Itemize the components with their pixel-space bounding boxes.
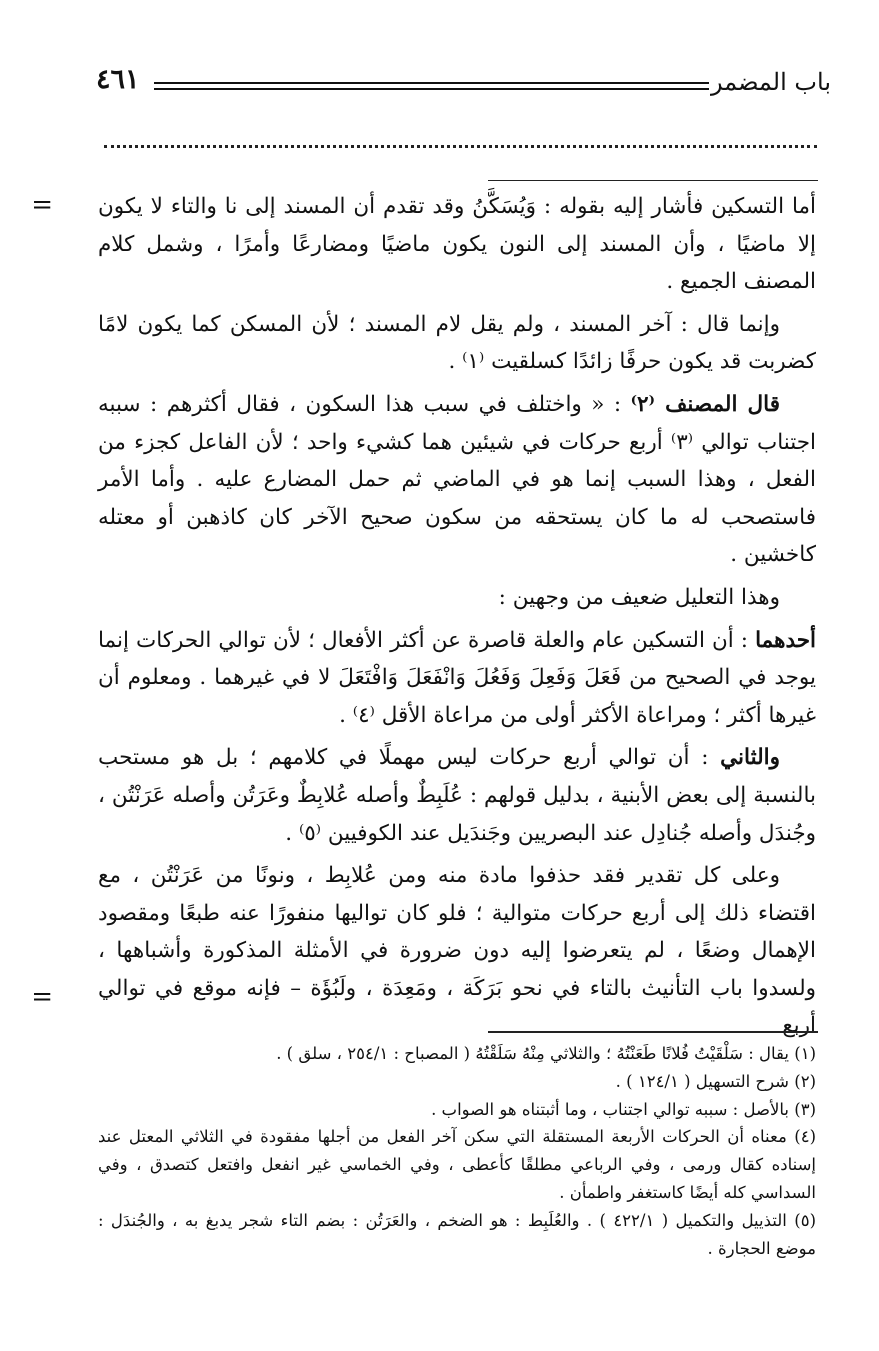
footnote: (٢) شرح التسهيل ( ١٢٤/١ ) . [615, 1071, 816, 1091]
footnote: (٥) التذييل والتكميل ( ٤٢٢/١ ) . والعُلَبِط : هو الضخم ، والعَرَتُن : بضم التاء شجر يدبغ به ، والجُندَل : موضع الحجارة . [98, 1210, 817, 1258]
footnote: (١) يقال : سَلْقَيْتُ فُلانًا طَعَنْتُهُ ؛ والثلاثي مِنْهُ سَلَقْتُهُ ( المصباح : ٢٥٤/١ ، سلق ) . [276, 1044, 816, 1063]
paragraph: أما التسكين فأشار إليه بقوله : وَيُسَكَّنُ وقد تقدم أن المسند إلى نا والتاء لا يكون إلا ماضيًا ، وأن المسند إلى النون يكون ماضيًا ومضارعًا وأمرًا ، وشمل كلام المصنف الجميع . [98, 194, 816, 295]
paragraph: قال المصنف ⁽٢⁾ : « واختلف في سبب هذا السكون ، فقال أكثرهم : سببه اجتناب توالي ⁽٣⁾ أربع حركات في شيئين هما كشيء واحد ؛ لأن الفاعل كجزء من الفعل ، وهذا السبب إنما هو في الماضي ثم حمل المضارع عليه . وأما الأمر فاستصحب له ما كان يستحقه من سكون صحيح الآخر كان كاذهبن أو معتله كاخشين . [98, 391, 816, 568]
main-text [98, 188, 816, 1050]
header-rule [154, 82, 709, 90]
page-number: ٤٦١ [96, 64, 140, 95]
top-short-rule [488, 180, 818, 181]
paragraph: وعلى كل تقدير فقد حذفوا مادة منه ومن عُلابِط ، ونونًا من عَرَنْتُن ، مع اقتضاء ذلك إلى أربع حركات متوالية ؛ فلو كان تواليها منفورًا عنه طبعًا ومقصود الإهمال وضعًا ، لم يتعرضوا إليه دون ضرورة في الأمثلة المذكورة وأشباهها ، ولسدوا باب التأنيث بالتاء في نحو بَرَكَة ، ومَعِدَة ، ولَبُؤَة – فإنه موقع في توالي أربع [98, 863, 816, 1039]
paragraph: وإنما قال : آخر المسند ، ولم يقل لام المسند ؛ لأن المسكن كما يكون لامًا كضربت قد يكون حرفًا زائدًا كسلقيت ⁽١⁾ . [98, 311, 816, 375]
paragraph: والثاني : أن توالي أربع حركات ليس مهملًا في كلامهم ؛ بل هو مستحب بالنسبة إلى بعض الأبنية ، بدليل قولهم : عُلَبِطٌ وأصله عُلابِطٌ وعَرَتُن وأصله عَرَنْتُن ، وجُندَل وأصله جُنادِل عند البصريين وجَندَيل عند الكوفيين ⁽٥⁾ . [98, 745, 816, 846]
footnote: (٣) بالأصل : سببه توالي اجتناب ، وما أثبتناه هو الصواب . [431, 1099, 816, 1119]
footnotes [98, 1040, 816, 1262]
running-header [96, 64, 831, 104]
continuation-mark-bottom: = [31, 982, 53, 1012]
paragraph: أحدهما : أن التسكين عام والعلة قاصرة عن أكثر الأفعال ؛ لأن توالي الحركات إنما يوجد في الصحيح من فَعَلَ وَفَعِلَ وَفَعُلَ وَانْفَعَلَ وَافْتَعَلَ لا في غيرهما . ومعلوم أن غيرها أكثر ؛ ومراعاة الأكثر أولى من مراعاة الأقل ⁽٤⁾ . [98, 627, 816, 728]
paragraph: وهذا التعليل ضعيف من وجهين : [498, 584, 780, 610]
footnote: (٤) معناه أن الحركات الأربعة المستقلة التي سكن آخر الفعل من أجلها مفقودة في الثلاثي المعتل عند إسناده كقال ورمى ، وفي الرباعي مطلقًا كأعطى ، وفي الخماسي غير انفعل وافتعل كتصدق ، وفي السداسي كله أيضًا كاستغفر واطمأن . [98, 1127, 816, 1202]
continuation-mark-top: = [31, 190, 53, 220]
chapter-title: باب المضمر [711, 68, 831, 96]
footnote-rule [488, 1031, 818, 1033]
dotted-separator [104, 145, 817, 148]
